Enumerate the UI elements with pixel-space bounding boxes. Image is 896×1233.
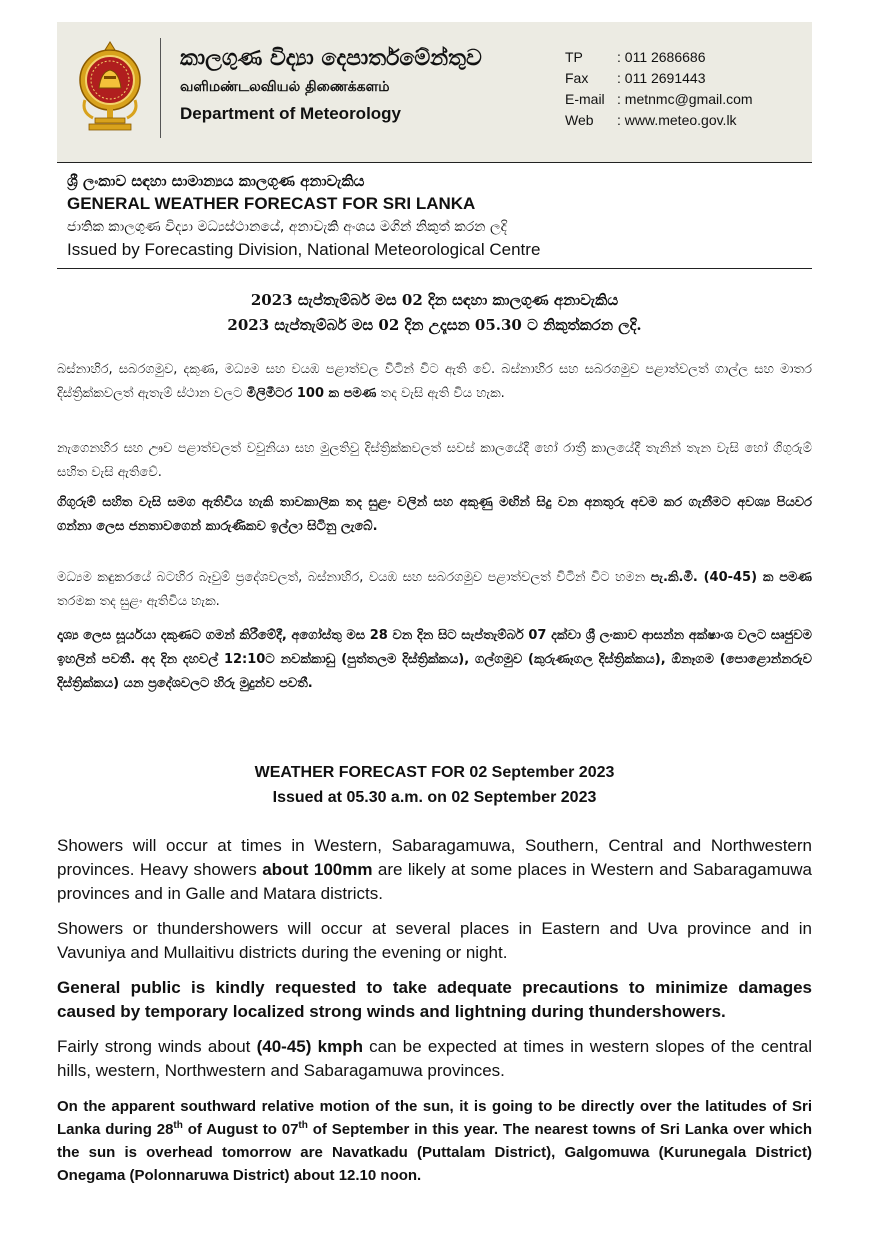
- sinhala-heading-issued: 2023 සැප්තැම්බර් මස 02 දින උදෑසන 05.30 ට නිකුත්කරන ලදි.: [227, 316, 642, 334]
- english-heading: [57, 760, 812, 810]
- sinhala-paragraph-4: මධ්‍යම කඳුකරයේ බටහිර බෑවුම් ප්‍රදේශවලත්, බස්නාහිර, වයඹ සහ සබරගමුව පළාත්වලත් විටින් විට හමන පැ.කි.මී. (40-45) ක පමණ තරමක තද සුළං ඇතිවිය හැක.: [57, 570, 812, 609]
- letterhead: [57, 22, 812, 163]
- dept-name-sinhala: කාලගුණ විද්‍යා දෙපාර්තමේන්තුව: [180, 46, 482, 71]
- contact-fax: Fax : 011 2691443: [565, 70, 706, 86]
- title-english: GENERAL WEATHER FORECAST FOR SRI LANKA: [67, 194, 476, 213]
- contact-info: [565, 47, 753, 131]
- sinhala-heading: [57, 288, 812, 338]
- english-paragraph-3: General public is kindly requested to take adequate precautions to minimize damages caused by temporary localized strong winds and lightning during thundershowers.: [57, 978, 812, 1021]
- issued-by-sinhala: ජාතික කාලගුණ විද්‍යා මධ්‍යස්ථානයේ, අනාවැකි අංශය මගින් නිකුත් කරන ලදි: [67, 219, 507, 235]
- english-paragraph-4: Fairly strong winds about (40-45) kmph can be expected at times in western slopes of the central hills, western, Northwestern and Sabaragamuwa provinces.: [57, 1037, 812, 1080]
- title-sinhala: ශ්‍රී ලංකාව සඳහා සාමාන්‍යය කාලගුණ අනාවැකිය: [67, 172, 365, 190]
- contact-web: Web : www.meteo.gov.lk: [565, 112, 737, 128]
- english-heading-date: WEATHER FORECAST FOR 02 September 2023: [254, 764, 615, 781]
- sinhala-paragraph-3: ගිගුරුම් සහිත වැසි සමග ඇතිවිය හැකි තාවකාලික තද සුළං වලින් සහ අකුණු මඟින් සිදු වන අනතුරු අවම කර ගැනීමට අවශ්‍ය පියවර ගන්නා ලෙස ජනතාවගෙන් කාරුණිකව ඉල්ලා සිටිනු ලැබේ.: [57, 495, 812, 534]
- issued-by-english: Issued by Forecasting Division, National Meteorological Centre: [67, 240, 541, 259]
- english-paragraph-1: Showers will occur at times in Western, Sabaragamuwa, Southern, Central and Northwestern provinces. Heavy showers about 100mm are likely at some places in Western and Sabaragamuwa provinces and in Galle and Matara districts.: [57, 836, 813, 903]
- contact-email: E-mail : metnmc@gmail.com: [565, 91, 753, 107]
- sinhala-paragraph-1: බස්නාහිර, සබරගමුව, දකුණ, මධ්‍යම සහ වයඹ පළාත්වල විටින් විට ඇති වේ. බස්නාහිර සහ සබරගමුව පළාත්වලත් ගාල්ල සහ මාතර දිස්ත්‍රික්කවලත් ඇතැම් ස්ථාන වලට මිලිමීටර 100 ක පමණ තද වැසි ඇති විය හැක.: [57, 362, 812, 401]
- english-paragraph-5: On the apparent southward relative motion of the sun, it is going to be directly over the latitudes of Sri Lanka during 28th of August to 07th of September in this year. The nearest towns of Sri Lanka over which the sun is overhead tomorrow are Navatkadu (Puttalam District), Galgomuwa (Kurunegala District) Onegama (Polonnaruwa District) about 12.10 noon.: [57, 1098, 812, 1184]
- dept-name-tamil: வளிமண்டலவியல் திணைக்களம்: [180, 79, 390, 95]
- sri-lanka-emblem-icon: [77, 38, 143, 138]
- dept-name-english: Department of Meteorology: [180, 104, 402, 123]
- header-divider: [160, 38, 161, 138]
- department-names: [180, 44, 482, 128]
- sinhala-paragraph-2: නැගෙනහිර සහ ඌව පළාත්වලත් වවුනියා සහ මුලතිවු දිස්ත්‍රික්කවලත් සවස් කාලයේදී හෝ රාත්‍රී කාලයේදී තැනින් තැන වැසි හෝ ගිගුරුම් සහිත වැසි ඇතිවේ.: [57, 441, 812, 480]
- sinhala-heading-date: 2023 සැප්තැම්බර් මස 02 දින සඳහා කාලගුණ අනාවැකිය: [250, 291, 619, 309]
- forecast-title-block: [67, 170, 540, 262]
- english-paragraph-2: Showers or thundershowers will occur at several places in Eastern and Uva province and in Vavuniya and Mullaitivu districts during the evening or night.: [57, 919, 812, 962]
- title-divider: [57, 268, 812, 269]
- contact-tp: TP : 011 2686686: [565, 49, 706, 65]
- sinhala-paragraph-5: දෘශ්‍ය ලෙස සූර්යයා දකුණට ගමන් කිරීමේදී, අගෝස්තු මස 28 වන දින සිට සැප්තැම්බර් 07 දක්වා ශ්‍රී ලංකාව ආසන්න අක්ෂාංශ වලට සෘජුවම ඉහලින් පවතී. අද දින දහවල් 12:10ට නවක්කාඩු (පුත්තලම දිස්ත්‍රික්කය), ගල්ගමුව (කුරුණෑගල දිස්ත්‍රික්කය), ඕනෑගම (පොළොන්නරුව දිස්ත්‍රික්කය) යන ප්‍රදේශවලට හිරු මුදුන්ව පවතී.: [57, 628, 812, 691]
- english-heading-issued: Issued at 05.30 a.m. on 02 September 2023: [272, 789, 597, 806]
